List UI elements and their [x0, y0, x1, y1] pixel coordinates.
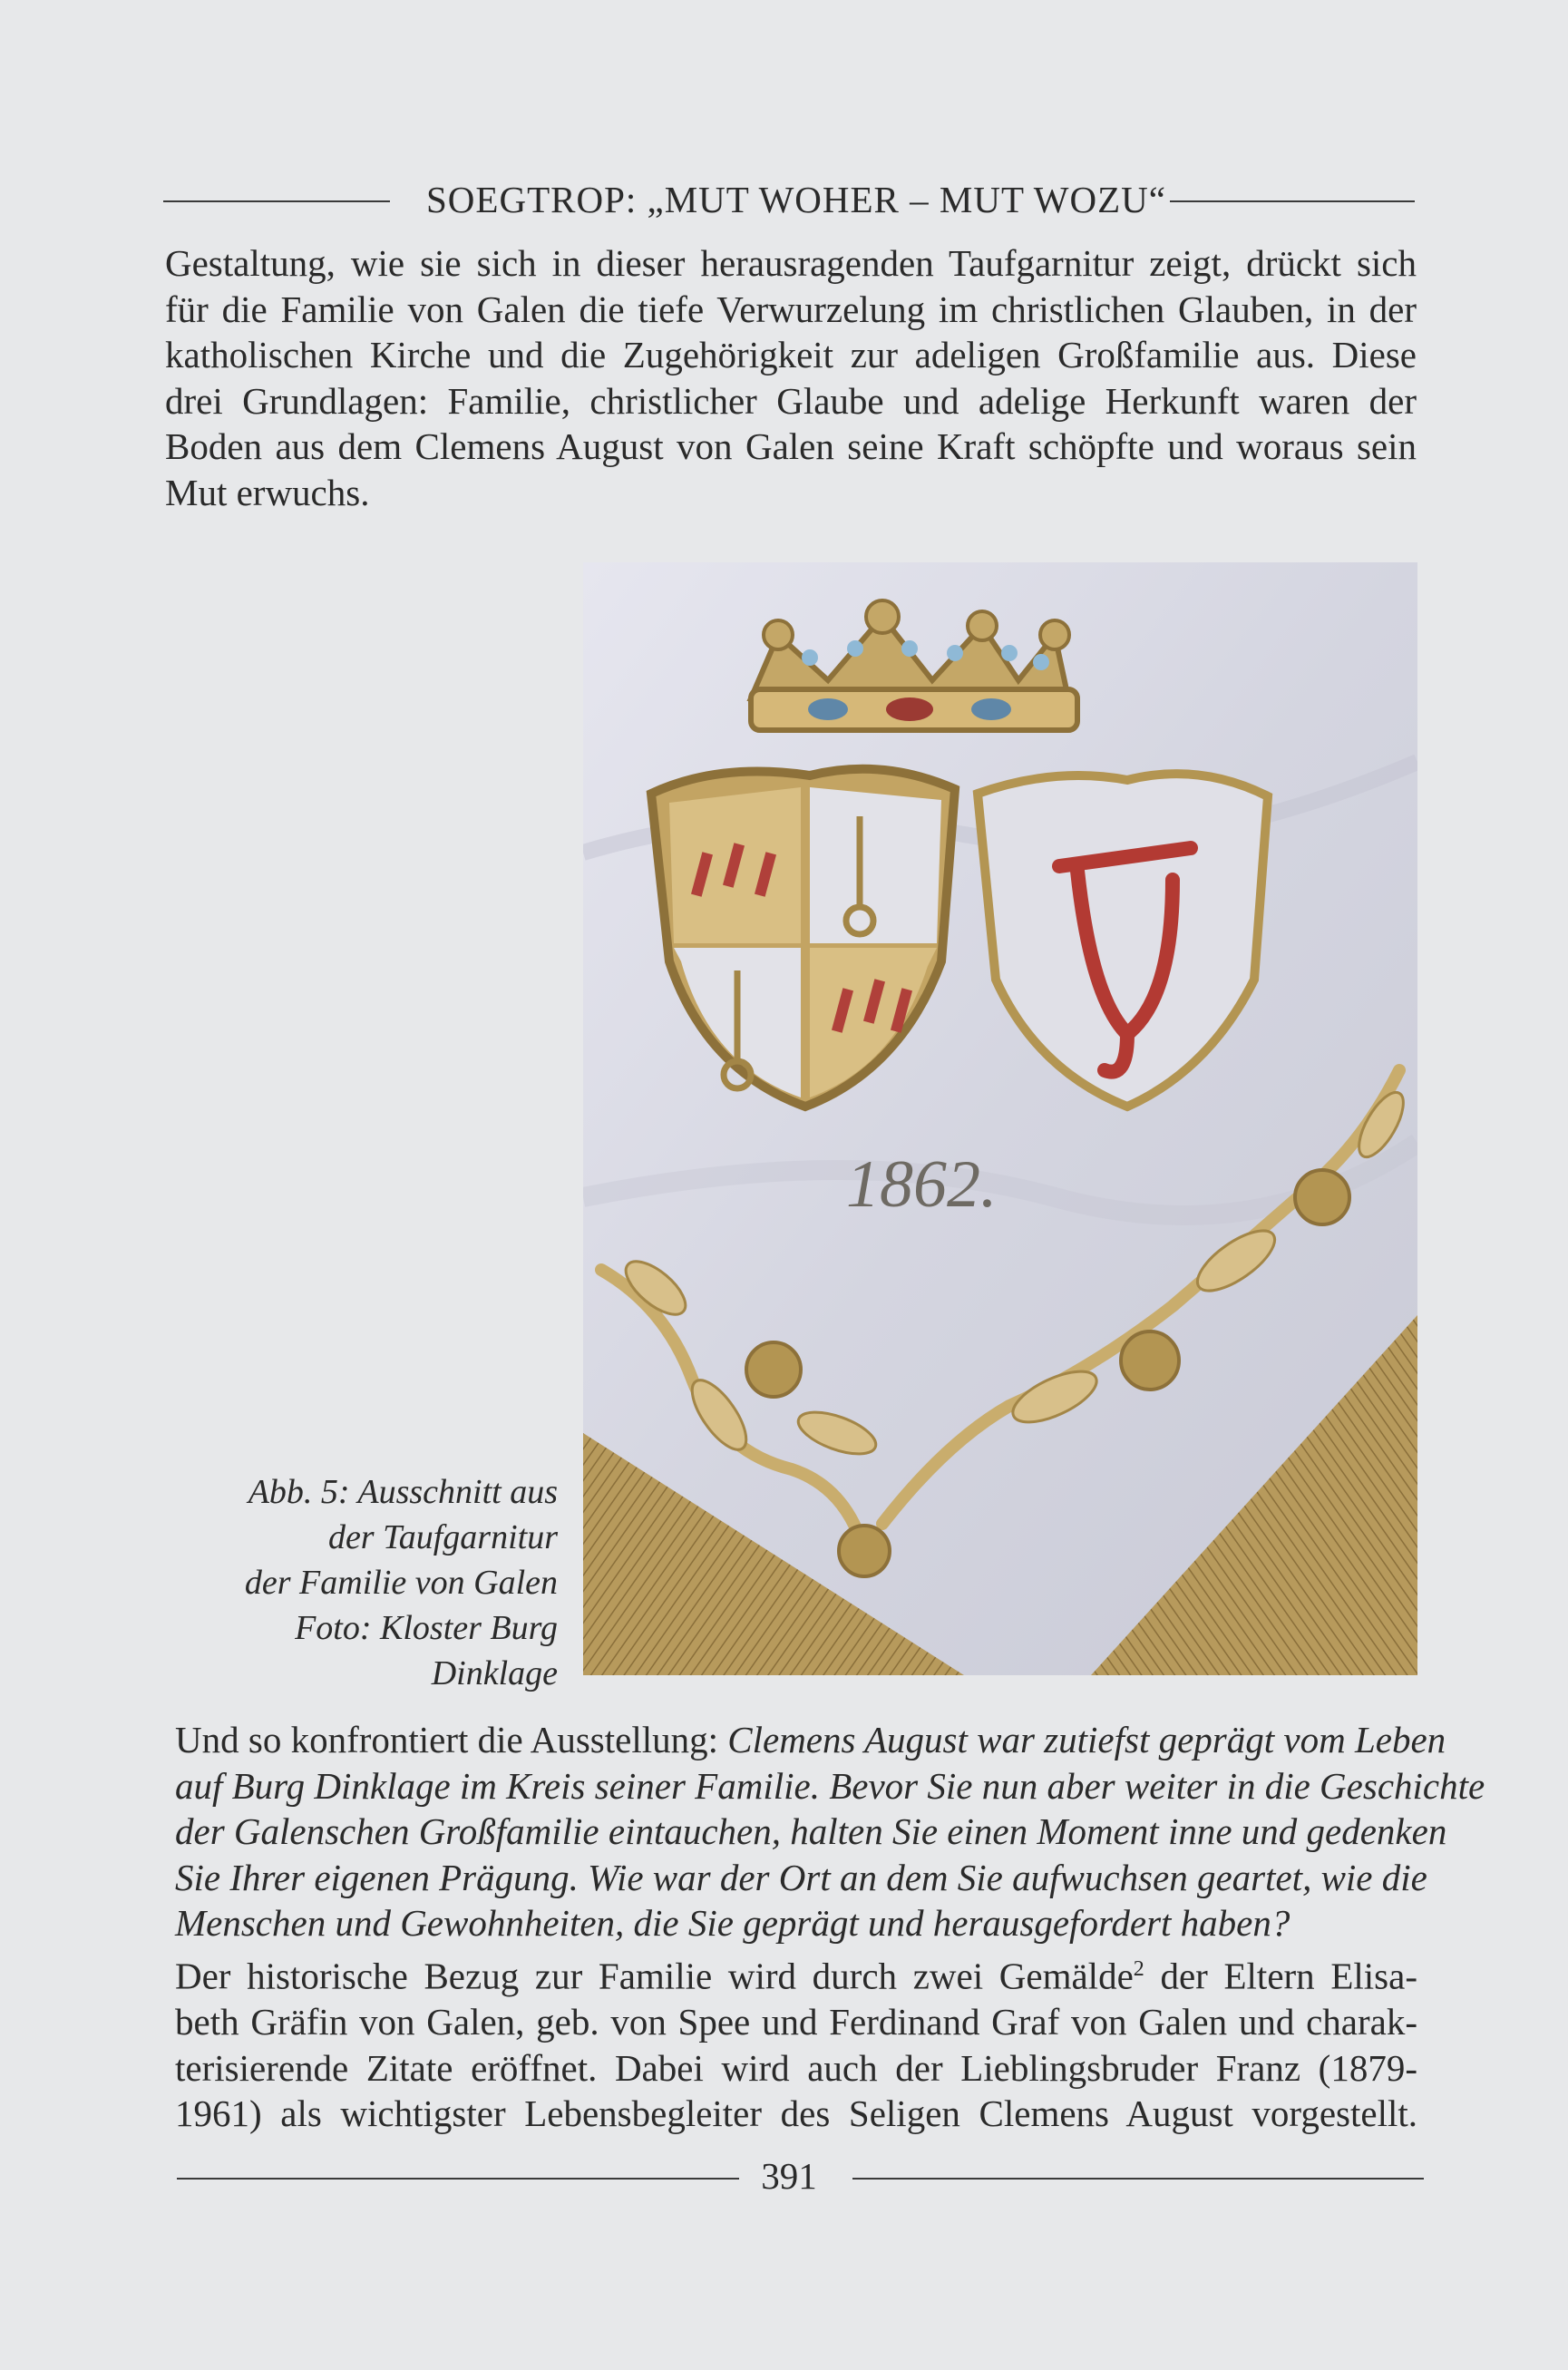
text-line: der Galenschen Großfamilie eintauchen, halten Sie einen Moment inne und gedenken [175, 1810, 1447, 1852]
text-line: Gestaltung, wie sie sich in dieser herausragenden Taufgarnitur zeigt, drückt sich [165, 242, 1417, 284]
caption-line: der Familie von Galen [244, 1564, 558, 1602]
caption-line: Dinklage [431, 1654, 558, 1692]
text-line: katholischen Kirche und die Zugehörigkeit zur adeligen Großfamilie aus. Diese [165, 334, 1417, 375]
year-embroidery: 1862. [846, 1147, 998, 1222]
text-plain: Der historische Bezug zur Familie wird durch zwei Gemälde [175, 1955, 1134, 1997]
paragraph-1 [165, 240, 1417, 515]
text-plain: Und so konfrontiert die Ausstellung: [175, 1719, 728, 1760]
text-line [175, 1946, 1417, 1999]
text-line: auf Burg Dinklage im Kreis seiner Familie. Bevor Sie nun aber weiter in die Geschichte [175, 1764, 1485, 1807]
paragraph-3 [175, 1946, 1417, 2137]
text-line [175, 1717, 1446, 1763]
embroidery-photo [583, 562, 1417, 1675]
embroidery-illustration [583, 562, 1417, 1675]
footnote-marker: 2 [1133, 1957, 1144, 1981]
text-line: Boden aus dem Clemens August von Galen seine Kraft schöpfte und woraus sein [165, 425, 1417, 467]
page-number: 391 [761, 2155, 817, 2197]
caption-line: Abb. 5: Ausschnitt aus [248, 1473, 558, 1511]
caption-line: Foto: Kloster Burg [295, 1609, 558, 1647]
caption-line: der Taufgarnitur [327, 1518, 558, 1556]
text-line: beth Gräfin von Galen, geb. von Spee und Ferdinand Graf von Galen und charak- [175, 2001, 1417, 2043]
text-line: für die Familie von Galen die tiefe Verwurzelung im christlichen Glauben, in der [165, 288, 1417, 330]
text-line: terisierende Zitate eröffnet. Dabei wird auch der Lieblingsbruder Franz (1879- [175, 2046, 1417, 2089]
text-italic: Clemens August war zutiefst geprägt vom Leben [727, 1719, 1446, 1760]
text-line: drei Grundlagen: Familie, christlicher Glaube und adelige Herkunft waren der [165, 379, 1417, 422]
header-rule-left [163, 200, 390, 202]
running-header: SOEGTROP: „MUT WOHER – MUT WOZU“ [426, 179, 1166, 220]
footer-rule-right [852, 2178, 1424, 2180]
paragraph-2 [175, 1717, 1485, 1946]
text-line: Sie Ihrer eigenen Prägung. Wie war der Ort an dem Sie aufwuchsen geartet, wie die [175, 1856, 1427, 1898]
figure-caption [145, 1469, 558, 1696]
text-line: 1961) als wichtigster Lebensbegleiter des Seligen Clemens August vorgestellt. [175, 2092, 1417, 2135]
footer-rule-left [177, 2178, 739, 2180]
header-rule-right [1170, 200, 1415, 202]
text-line: Mut erwuchs. [165, 471, 370, 513]
text-line: Menschen und Gewohnheiten, die Sie geprägt und herausgefordert haben? [175, 1902, 1290, 1944]
text-plain: der Eltern Elisa- [1144, 1955, 1417, 1997]
